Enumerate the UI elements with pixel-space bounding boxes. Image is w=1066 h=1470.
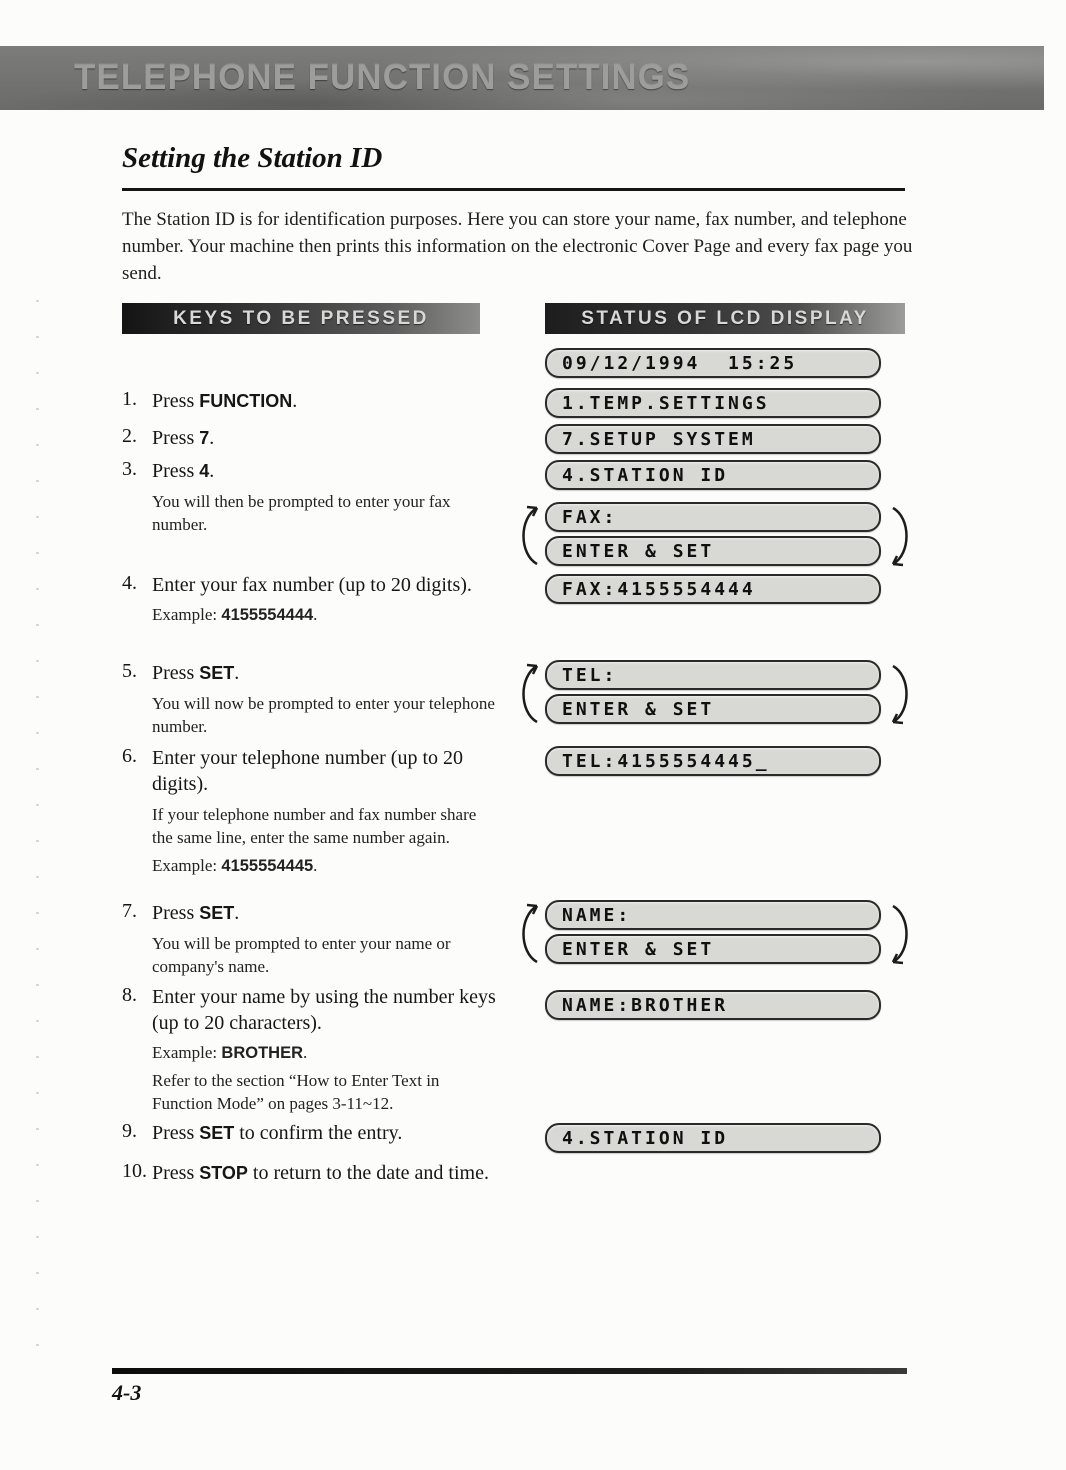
cycle-arrow-left-icon [515, 658, 541, 728]
cycle-arrow-right-icon [889, 658, 915, 728]
step-text: Press 7. [152, 427, 215, 449]
step-detail: You will be prompted to enter your name or company's name. [152, 934, 451, 976]
lcd-enter-set: ENTER & SET [545, 694, 881, 724]
step-number: 7. [122, 900, 137, 922]
step-reference-note: Refer to the section “How to Enter Text in Function Mode” on pages 3-11~12. [152, 1071, 440, 1113]
step-8 [122, 984, 496, 1115]
step-detail: You will now be prompted to enter your telephone number. [152, 694, 495, 736]
step-4 [122, 572, 496, 627]
chapter-banner [0, 46, 1044, 110]
lcd-group-name [515, 900, 917, 970]
step-text: Press SET. [152, 902, 240, 924]
step-detail: You will then be prompted to enter your fax number. [152, 492, 451, 534]
cycle-arrow-left-icon [515, 500, 541, 570]
step-number: 6. [122, 745, 137, 767]
step-text: Press 4. [152, 460, 215, 482]
lcd-name-value: NAME:BROTHER [545, 990, 881, 1020]
step-2 [122, 425, 496, 451]
title-rule [122, 188, 905, 191]
cycle-arrow-left-icon [515, 898, 541, 968]
step-text: Press SET to confirm the entry. [152, 1122, 403, 1144]
step-text: Enter your name by using the number keys (up to 20 characters). [152, 986, 496, 1034]
cycle-arrow-right-icon [889, 898, 915, 968]
lcd-station-id-end: 4.STATION ID [545, 1123, 881, 1153]
lcd-fax-prompt: FAX: [545, 502, 881, 532]
step-text: Press FUNCTION. [152, 390, 298, 412]
step-number: 8. [122, 984, 137, 1006]
lcd-enter-set: ENTER & SET [545, 536, 881, 566]
step-detail: If your telephone number and fax number share the same line, enter the same number again. [152, 805, 477, 847]
lcd-temp-settings: 1.TEMP.SETTINGS [545, 388, 881, 418]
chapter-banner-title: TELEPHONE FUNCTION SETTINGS [74, 58, 691, 97]
step-1 [122, 388, 496, 414]
cycle-arrow-right-icon [889, 500, 915, 570]
keys-column-header: KEYS TO BE PRESSED [122, 303, 480, 334]
page-number: 4-3 [112, 1380, 142, 1405]
lcd-name-prompt: NAME: [545, 900, 881, 930]
lcd-setup-system: 7.SETUP SYSTEM [545, 424, 881, 454]
lcd-tel-prompt: TEL: [545, 660, 881, 690]
section-title: Setting the Station ID [122, 142, 383, 174]
step-example: Example: 4155554445. [152, 856, 318, 875]
step-number: 2. [122, 425, 137, 447]
lcd-fax-value: FAX:4155554444 [545, 574, 881, 604]
step-5 [122, 660, 496, 738]
scan-artifacts [36, 300, 39, 1350]
step-number: 3. [122, 458, 137, 480]
step-7 [122, 900, 496, 978]
step-6 [122, 745, 496, 878]
step-number: 5. [122, 660, 137, 682]
lcd-datetime: 09/12/1994 15:25 [545, 348, 881, 378]
step-10 [122, 1160, 496, 1186]
lcd-group-tel [515, 660, 917, 730]
step-example: Example: BROTHER. [152, 1043, 308, 1062]
step-example: Example: 4155554444. [152, 605, 318, 624]
lcd-tel-value: TEL:4155554445_ [545, 746, 881, 776]
step-3 [122, 458, 496, 536]
lcd-group-fax [515, 502, 917, 572]
status-column-header: STATUS OF LCD DISPLAY [545, 303, 905, 334]
step-number: 1. [122, 388, 137, 410]
step-text: Press SET. [152, 662, 240, 684]
footer-rule [112, 1368, 907, 1374]
lcd-enter-set: ENTER & SET [545, 934, 881, 964]
lcd-station-id: 4.STATION ID [545, 460, 881, 490]
step-text: Press STOP to return to the date and time. [152, 1162, 489, 1184]
step-text: Enter your fax number (up to 20 digits). [152, 574, 472, 596]
step-9 [122, 1120, 496, 1146]
step-number: 4. [122, 572, 137, 594]
step-number: 10. [122, 1160, 147, 1182]
step-text: Enter your telephone number (up to 20 digits). [152, 747, 464, 795]
intro-paragraph: The Station ID is for identification purposes. Here you can store your name, fax number, and telephone number. Your machine then prints this information on the electronic Cover Page and every fax page you send. [122, 209, 913, 284]
step-number: 9. [122, 1120, 137, 1142]
